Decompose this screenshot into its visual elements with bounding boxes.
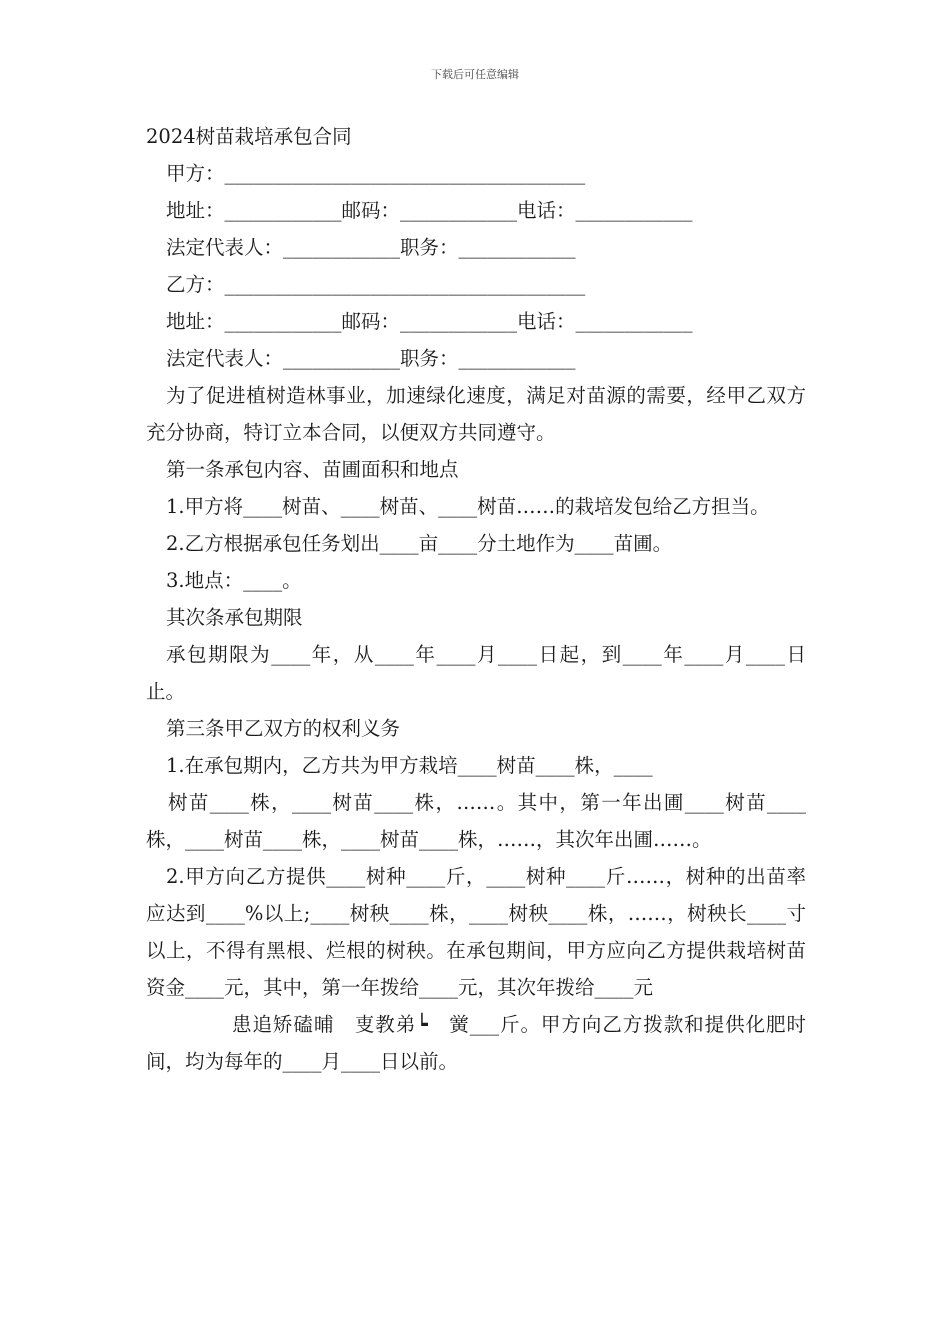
section-3-item-1-rest: 树苗____株，____树苗____株，……。其中，第一年出圃____树苗____株，____树苗____株，____树苗____株，……，其次年出圃……。 bbox=[146, 791, 806, 851]
section-3-item-1-line-1: 1.在承包期内，乙方共为甲方栽培____树苗____株，____ bbox=[166, 754, 653, 777]
page-header-note: 下载后可任意编辑 bbox=[431, 68, 519, 81]
section-2-heading: 其次条承包期限 bbox=[166, 606, 303, 629]
section-3-garbled-paragraph: 患追矫磕晡 叓教弟┕ 黉___斤。甲方向乙方拨款和提供化肥时间，均为每年的____月____日以前。 bbox=[146, 1013, 806, 1073]
section-1-item-1: 1.甲方将____树苗、____树苗、____树苗……的栽培发包给乙方担当。 bbox=[166, 495, 770, 518]
section-3-heading: 第三条甲乙双方的权利义务 bbox=[166, 717, 401, 740]
party-b-address-line: 地址：____________邮码：____________电话：____________ bbox=[166, 310, 693, 333]
document-title: 2024树苗栽培承包合同 bbox=[146, 125, 352, 148]
contract-document bbox=[146, 118, 806, 1080]
section-1-heading: 第一条承包内容、苗圃面积和地点 bbox=[166, 458, 459, 481]
section-3-item-2: 2.甲方向乙方提供____树种____斤，____树种____斤……，树种的出苗率应达到____%以上;____树秧____株，____树秧____株，……，树秧长____寸以上，不得有黑根、烂根的树秧。在承包期间，甲方应向乙方提供栽培树苗资金____元，其中，第一年拨给____元，其次年拨给____元 bbox=[146, 865, 806, 999]
section-2-text: 承包期限为____年，从____年____月____日起，到____年____月____日止。 bbox=[146, 643, 806, 703]
party-a-address-line: 地址：____________邮码：____________电话：____________ bbox=[166, 199, 693, 222]
party-b-representative-line: 法定代表人：____________职务：____________ bbox=[166, 347, 576, 370]
party-a-line: 甲方：_____________________________________ bbox=[166, 162, 586, 185]
section-1-item-2: 2.乙方根据承包任务划出____亩____分土地作为____苗圃。 bbox=[166, 532, 673, 555]
party-b-line: 乙方：_____________________________________ bbox=[166, 273, 586, 296]
party-a-representative-line: 法定代表人：____________职务：____________ bbox=[166, 236, 576, 259]
section-1-item-3: 3.地点：____。 bbox=[166, 569, 302, 592]
intro-paragraph: 为了促进植树造林事业，加速绿化速度，满足对苗源的需要，经甲乙双方充分协商，特订立本合同，以便双方共同遵守。 bbox=[146, 384, 806, 444]
